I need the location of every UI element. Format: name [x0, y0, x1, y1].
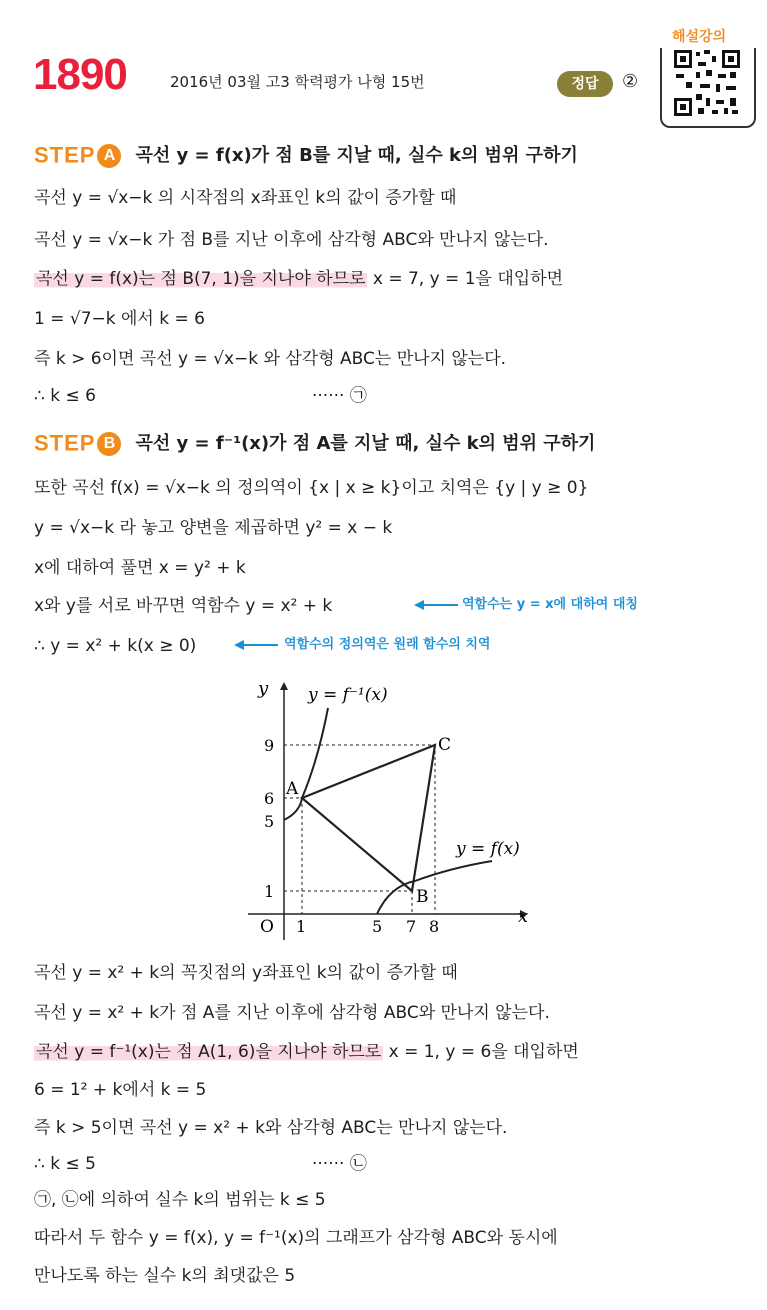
y-tick-5: 5: [264, 812, 275, 831]
curve-f: [377, 861, 492, 914]
step-b-line-1: 또한 곡선 f(x) = √x−k 의 정의역이 {x | x ≥ k}이고 치역은 {y | y ≥ 0}: [34, 478, 589, 498]
step-a-line-5: 즉 k > 6이면 곡선 y = √x−k 와 삼각형 ABC는 만나지 않는다.: [34, 349, 507, 369]
inverse-curve-label: y = f⁻¹(x): [308, 685, 388, 705]
after-line-4: 6 = 1² + k에서 k = 5: [34, 1080, 207, 1100]
step-a-line-1: 곡선 y = √x−k 의 시작점의 x좌표인 k의 값이 증가할 때: [34, 188, 457, 208]
step-a-line-3: [34, 263, 563, 295]
after-line-5: 즉 k > 5이면 곡선 y = x² + k와 삼각형 ABC는 만나지 않는다.: [34, 1118, 508, 1138]
problem-source: 2016년 03월 고3 학력평가 나형 15번: [170, 73, 425, 91]
after-line-1: 곡선 y = x² + k의 꼭짓점의 y좌표인 k의 값이 증가할 때: [34, 963, 458, 983]
y-tick-6: 6: [264, 789, 275, 808]
answer-badge: 정답: [557, 71, 613, 97]
point-a-label: A: [286, 779, 299, 799]
qr-label: 해설강의: [672, 29, 727, 45]
f-curve-label: y = f(x): [456, 839, 520, 859]
step-b-header: [34, 426, 595, 460]
step-b-line-5: ∴ y = x² + k(x ≥ 0): [34, 636, 197, 656]
x-tick-7: 7: [406, 917, 417, 936]
step-a-label: STEP: [34, 142, 96, 168]
y-tick-1: 1: [264, 882, 275, 901]
after-line-6: [34, 1148, 367, 1180]
step-a-highlight: 곡선 y = f(x)는 점 B(7, 1)을 지나야 하므로: [36, 269, 366, 289]
triangle-abc: [302, 745, 435, 891]
step-a-letter: A: [97, 144, 121, 168]
step-a-header: [34, 138, 578, 172]
axis-x-label: x: [518, 906, 529, 927]
axis-y-label: y: [258, 678, 269, 699]
point-b-label: B: [416, 887, 429, 907]
step-b-title: 곡선 y = f⁻¹(x)가 점 A를 지날 때, 실수 k의 범위 구하기: [135, 432, 596, 454]
answer-value: ②: [622, 71, 639, 92]
after-line-3: [34, 1036, 579, 1068]
note-arrow-icon: [414, 598, 460, 612]
curve-inverse: [284, 708, 328, 820]
point-c-label: C: [438, 735, 452, 755]
after-line-2: 곡선 y = x² + k가 점 A를 지난 이후에 삼각형 ABC와 만나지 않는다.: [34, 1003, 550, 1023]
step-a-line-2: 곡선 y = √x−k 가 점 B를 지난 이후에 삼각형 ABC와 만나지 않는다.: [34, 230, 549, 250]
step-a-ref: ······ ㉠: [312, 386, 367, 406]
problem-number: 1890: [33, 50, 127, 99]
after-line-7: ㉠, ㉡에 의하여 실수 k의 범위는 k ≤ 5: [34, 1190, 326, 1210]
step-b-letter: B: [97, 432, 121, 456]
step-a-line-4: 1 = √7−k 에서 k = 6: [34, 309, 205, 329]
x-tick-5: 5: [372, 917, 383, 936]
after-line-9: 만나도록 하는 실수 k의 최댓값은 5: [34, 1266, 296, 1286]
after-ref: ······ ㉡: [312, 1154, 367, 1174]
x-tick-8: 8: [429, 917, 440, 936]
note-inverse-symmetry: 역함수는 y = x에 대하여 대칭: [462, 597, 638, 612]
step-a-line-3-rest: x = 7, y = 1을 대입하면: [367, 269, 564, 289]
step-b-label: STEP: [34, 430, 96, 456]
y-tick-9: 9: [264, 736, 275, 755]
step-a-line-6: [34, 380, 367, 412]
step-a-conclusion: ∴ k ≤ 6: [34, 386, 96, 406]
step-b-line-4: x와 y를 서로 바꾸면 역함수 y = x² + k: [34, 596, 333, 616]
y-axis-arrow-icon: [280, 682, 288, 690]
origin-label: O: [260, 917, 274, 937]
x-tick-1: 1: [296, 917, 307, 936]
step-b-line-2: y = √x−k 라 놓고 양변을 제곱하면 y² = x − k: [34, 518, 393, 538]
qr-code-icon[interactable]: [672, 48, 742, 118]
step-b-line-3: x에 대하여 풀면 x = y² + k: [34, 558, 246, 578]
after-conclusion: ∴ k ≤ 5: [34, 1154, 96, 1174]
after-highlight: 곡선 y = f⁻¹(x)는 점 A(1, 6)을 지나야 하므로: [36, 1042, 382, 1062]
note-arrow-icon: [234, 638, 280, 652]
after-line-3-rest: x = 1, y = 6을 대입하면: [383, 1042, 579, 1062]
function-graph: [240, 670, 550, 950]
step-a-title: 곡선 y = f(x)가 점 B를 지날 때, 실수 k의 범위 구하기: [135, 144, 578, 166]
note-inverse-domain: 역함수의 정의역은 원래 함수의 치역: [284, 637, 491, 652]
after-line-8: 따라서 두 함수 y = f(x), y = f⁻¹(x)의 그래프가 삼각형 ABC와 동시에: [34, 1228, 558, 1248]
